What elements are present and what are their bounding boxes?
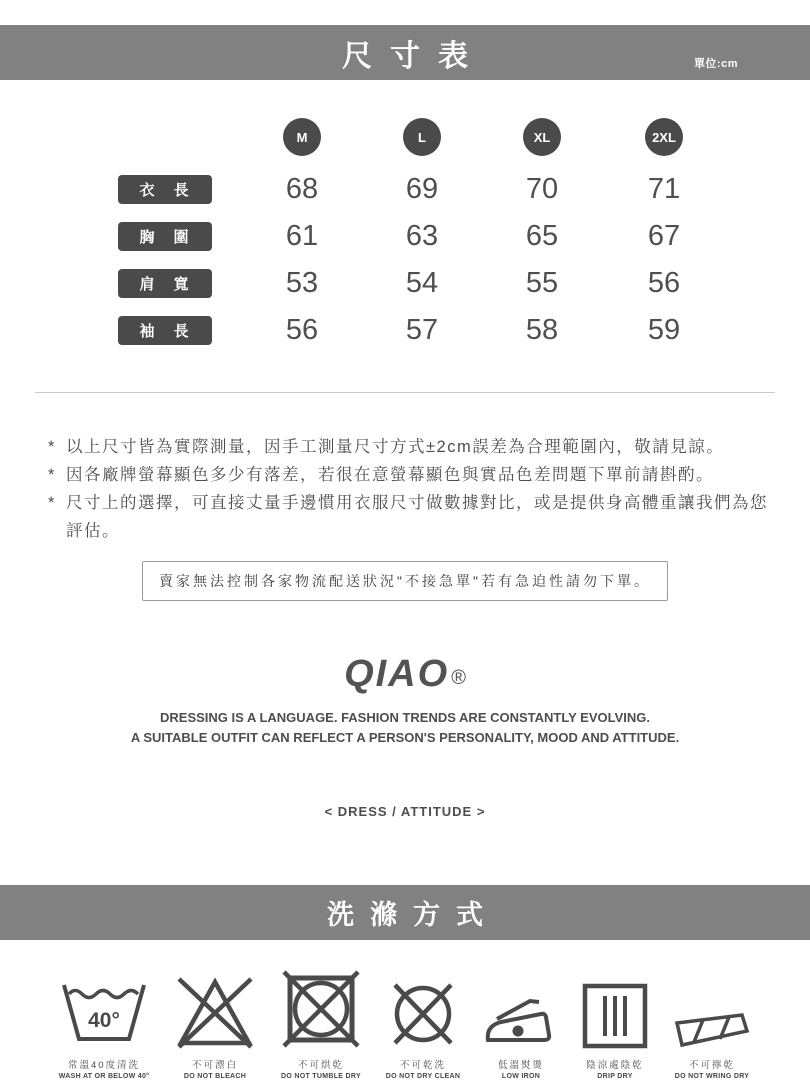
table-row-shoulder [118, 260, 810, 307]
sleeve-2xl: 59 [647, 314, 681, 346]
shoulder-l: 54 [405, 267, 439, 299]
chest-xl: 65 [525, 220, 559, 252]
drip-dry-icon [581, 982, 649, 1050]
size-badge-2xl: 2XL [645, 118, 683, 156]
shipping-note-box: 賣家無法控制各家物流配送狀況"不接急單"若有急迫性請勿下單。 [142, 561, 668, 601]
wash-label-zh: 陰涼處陰乾 [586, 1060, 644, 1071]
shipping-note-wrap [0, 561, 810, 601]
size-badge-l: L [403, 118, 441, 156]
notes-list [48, 433, 768, 545]
length-m: 68 [285, 173, 319, 205]
low-iron-icon [484, 994, 558, 1050]
wash-label-en: DO NOT WRING DRY [674, 1073, 750, 1080]
length-xl: 70 [525, 173, 559, 205]
unit-label: 單位:cm [693, 58, 738, 70]
wash-label-zh: 常溫40度清洗 [67, 1060, 141, 1071]
do-not-bleach-icon [173, 972, 257, 1050]
wash-header-wrap [0, 885, 810, 940]
wash-label-zh: 不可烘乾 [297, 1060, 344, 1071]
brand-block [0, 653, 810, 696]
wash-item-no-bleach [173, 970, 257, 1080]
wash-label-zh: 低溫熨燙 [497, 1060, 544, 1071]
brand-logo: QIAO [344, 653, 450, 695]
length-2xl: 71 [647, 173, 681, 205]
wash-item-no-wring [672, 970, 752, 1080]
wash-item-no-dry-clean [385, 970, 461, 1080]
note-marker: * [48, 466, 56, 484]
size-table-header-row [118, 114, 810, 160]
chest-2xl: 67 [647, 220, 681, 252]
size-badge-xl: XL [523, 118, 561, 156]
section-divider [35, 392, 775, 393]
table-row-length [118, 166, 810, 213]
length-l: 69 [405, 173, 439, 205]
shoulder-m: 53 [285, 267, 319, 299]
row-label-length: 衣 長 [118, 175, 212, 204]
wash-label-en: WASH AT OR BELOW 40° [58, 1073, 150, 1080]
wash-item-low-iron [484, 970, 558, 1080]
note-size-selection [48, 489, 768, 545]
wash-40-icon [58, 976, 150, 1050]
note-marker: * [48, 494, 56, 512]
sleeve-m: 56 [285, 314, 319, 346]
wash-label-zh: 不可乾洗 [399, 1060, 446, 1071]
table-row-chest [118, 213, 810, 260]
note-text: 以上尺寸皆為實際測量，因手工測量尺寸方式±2cm誤差為合理範圍內，敬請見諒。 [66, 438, 725, 456]
size-table [118, 114, 810, 354]
wash-title: 洗滌方式 [327, 900, 499, 930]
row-label-sleeve: 袖 長 [118, 316, 212, 345]
note-measurement [48, 433, 768, 461]
shoulder-2xl: 56 [647, 267, 681, 299]
wash-icons-row [0, 970, 810, 1080]
registered-trademark-icon: ® [451, 667, 466, 689]
sleeve-xl: 58 [525, 314, 559, 346]
table-row-sleeve [118, 307, 810, 354]
chest-m: 61 [285, 220, 319, 252]
dress-attitude-slogan: < DRESS / ATTITUDE > [324, 804, 486, 819]
svg-text:40°: 40° [88, 1009, 120, 1032]
wash-label-en: DRIP DRY [597, 1073, 633, 1080]
top-spacer [0, 0, 810, 25]
note-text: 尺寸上的選擇，可直接丈量手邊慣用衣服尺寸做數據對比，或是提供身高體重讓我們為您評估。 [66, 494, 768, 540]
size-chart-title: 尺寸表 [342, 39, 486, 73]
tagline-line2: A SUITABLE OUTFIT CAN REFLECT A PERSON'S PERSONALITY, MOOD AND ATTITUDE. [130, 730, 680, 745]
chest-l: 63 [405, 220, 439, 252]
wash-label-en: DO NOT DRY CLEAN [385, 1073, 461, 1080]
wash-header-bar [0, 885, 810, 940]
note-color-difference [48, 461, 768, 489]
shoulder-xl: 55 [525, 267, 559, 299]
do-not-tumble-dry-icon [280, 968, 362, 1050]
size-badge-m: M [283, 118, 321, 156]
wash-label-en: LOW IRON [501, 1073, 541, 1080]
wash-item-wash40 [58, 970, 150, 1080]
note-marker: * [48, 438, 56, 456]
do-not-dry-clean-icon [385, 974, 461, 1050]
row-label-chest: 胸 圍 [118, 222, 212, 251]
wash-label-en: DO NOT BLEACH [183, 1073, 247, 1080]
do-not-wring-icon [672, 1010, 752, 1050]
brand-tagline [0, 708, 810, 748]
wash-item-drip-dry [581, 970, 649, 1080]
tagline-line1: DRESSING IS A LANGUAGE. FASHION TRENDS ARE CONSTANTLY EVOLVING. [160, 710, 650, 725]
sleeve-l: 57 [405, 314, 439, 346]
wash-item-no-tumble-dry [280, 970, 362, 1080]
size-chart-header-bar [0, 25, 810, 80]
note-text: 因各廠牌螢幕顯色多少有落差，若很在意螢幕顯色與實品色差問題下單前請斟酌。 [66, 466, 714, 484]
wash-label-zh: 不可漂白 [191, 1060, 238, 1071]
wash-label-en: DO NOT TUMBLE DRY [281, 1073, 361, 1080]
wash-label-zh: 不可擰乾 [688, 1060, 735, 1071]
row-label-shoulder: 肩 寬 [118, 269, 212, 298]
